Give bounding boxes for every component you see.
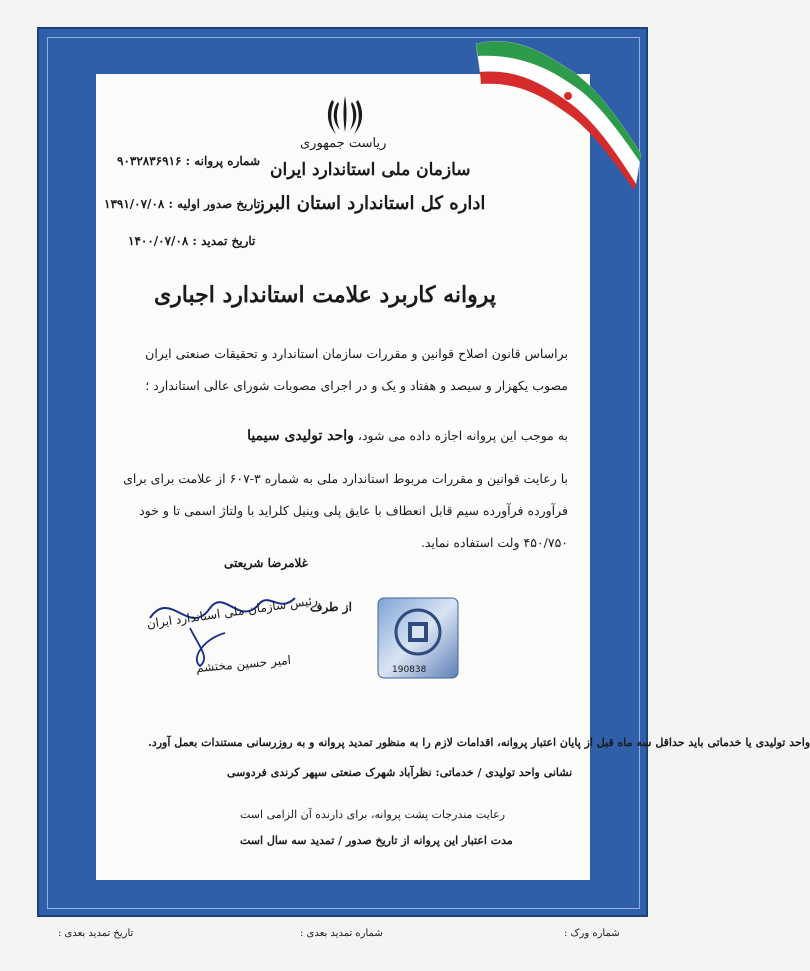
organization-name: سازمان ملی استاندارد ایران — [270, 160, 471, 180]
from-label: از طرف — [310, 600, 352, 614]
body-paragraph-3: با رعایت قوانین و مقررات مربوط استاندارد ملی به شماره ۳-۶۰۷ از علامت برای برای فرآورده فرآورده سیم قابل انعطاف با عایق پلی وینیل کلراید با ولتاژ اسمی تا و خود ۴۵۰/۷۵۰ ولت استفاده نماید. — [123, 471, 568, 550]
hologram-serial: 190838 — [392, 665, 427, 675]
footer-next-renewal-date: تاریخ تمدید بعدی : — [58, 928, 134, 939]
validity-note: مدت اعتبار این پروانه از تاریخ صدور / تمدید سه سال است — [240, 834, 513, 847]
presidency-label: ریاست جمهوری — [300, 136, 387, 151]
signer-organization: رئیس سازمان ملی استاندارد ایران — [145, 593, 319, 631]
renewal-note: واحد تولیدی یا خدماتی باید حداقل سه ماه قبل از پایان اعتبار پروانه، اقدامات لازم را به منظور تمدید پروانه و به روزرسانی مستندات بعمل آورد. — [148, 736, 810, 749]
first-issue-date: تاریخ صدور اولیه : ۱۳۹۱/۰۷/۰۸ — [104, 197, 261, 211]
second-signer-name: امیر حسین مختشم — [195, 652, 292, 676]
unit-address: نشانی واحد تولیدی / خدماتی: نظرآباد شهرک صنعتی سپهر کرندی فردوسی — [227, 766, 573, 779]
compliance-note: رعایت مندرجات پشت پروانه، برای دارنده آن الزامی است — [240, 808, 506, 821]
footer-next-renewal-number: شماره تمدید بعدی : — [300, 928, 383, 939]
signer-name: غلامرضا شریعتی — [224, 556, 308, 570]
body-paragraph-1: براساس قانون اصلاح قوانین و مقررات سازمان استاندارد و تحقیقات صنعتی ایران مصوب یکهزار و سیصد و هفتاد و یک و در اجرای مصوبات شورای عالی استاندارد ؛ — [145, 346, 568, 393]
company-name: واحد تولیدی سیمیا — [247, 428, 354, 444]
department-name: اداره کل استاندارد استان البرز — [256, 193, 486, 214]
renewal-date: تاریخ تمدید : ۱۴۰۰/۰۷/۰۸ — [128, 234, 256, 248]
license-number: شماره پروانه : ۹۰۳۲۸۳۶۹۱۶ — [117, 154, 261, 168]
footer-sheet-number: شماره ورک : — [564, 928, 620, 939]
body-paragraph-2 — [108, 420, 568, 452]
iran-emblem-icon — [326, 92, 364, 136]
permission-text: به موجب این پروانه اجازه داده می شود، — [357, 428, 568, 443]
certificate-title: پروانه کاربرد علامت استاندارد اجباری — [153, 282, 496, 308]
iran-flag-icon — [476, 34, 646, 194]
